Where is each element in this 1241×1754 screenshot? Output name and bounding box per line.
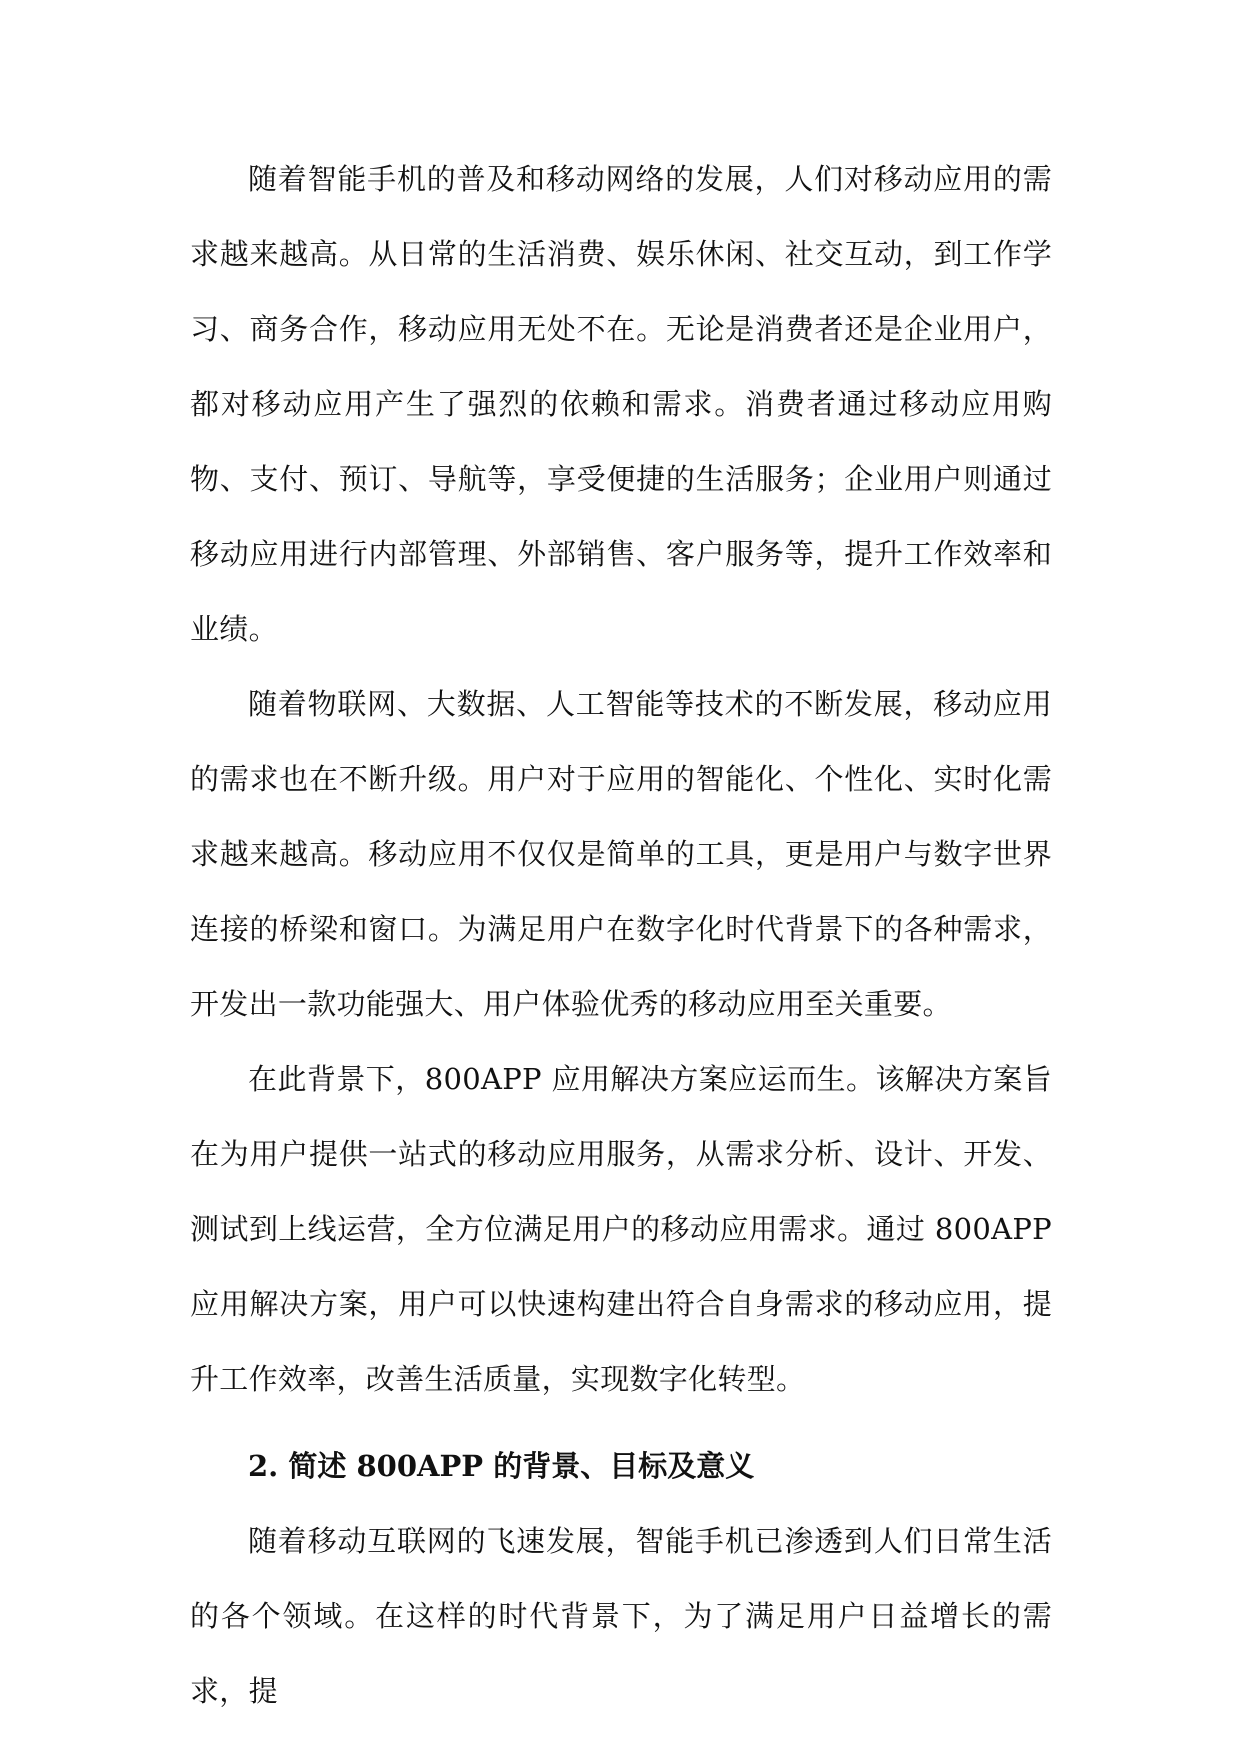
paragraph-section-intro: 随着移动互联网的飞速发展，智能手机已渗透到人们日常生活的各个领域。在这样的时代背景下，为了满足用户日益增长的需求，提 — [190, 1524, 1052, 1708]
paragraph-mobile-demand: 随着智能手机的普及和移动网络的发展，人们对移动应用的需求越来越高。从日常的生活消费、娱乐休闲、社交互动，到工作学习、商务合作，移动应用无处不在。无论是消费者还是企业用户，都对移动应用产生了强烈的依赖和需求。消费者通过移动应用购物、支付、预订、导航等，享受便捷的生活服务；企业用户则通过移动应用进行内部管理、外部销售、客户服务等，提升工作效率和业绩。 — [190, 162, 1052, 646]
section-heading: 2. 简述 800APP 的背景、目标及意义 — [248, 1449, 755, 1483]
paragraph-800app-solution: 在此背景下，800APP 应用解决方案应运而生。该解决方案旨在为用户提供一站式的移动应用服务，从需求分析、设计、开发、测试到上线运营，全方位满足用户的移动应用需求。通过 800APP 应用解决方案，用户可以快速构建出符合自身需求的移动应用，提升工作效率，改善生活质量，实现数字化转型。 — [190, 1062, 1052, 1396]
paragraph-tech-upgrade: 随着物联网、大数据、人工智能等技术的不断发展，移动应用的需求也在不断升级。用户对于应用的智能化、个性化、实时化需求越来越高。移动应用不仅仅是简单的工具，更是用户与数字世界连接的桥梁和窗口。为满足用户在数字化时代背景下的各种需求，开发出一款功能强大、用户体验优秀的移动应用至关重要。 — [190, 687, 1052, 1021]
document-page — [190, 142, 1052, 1729]
